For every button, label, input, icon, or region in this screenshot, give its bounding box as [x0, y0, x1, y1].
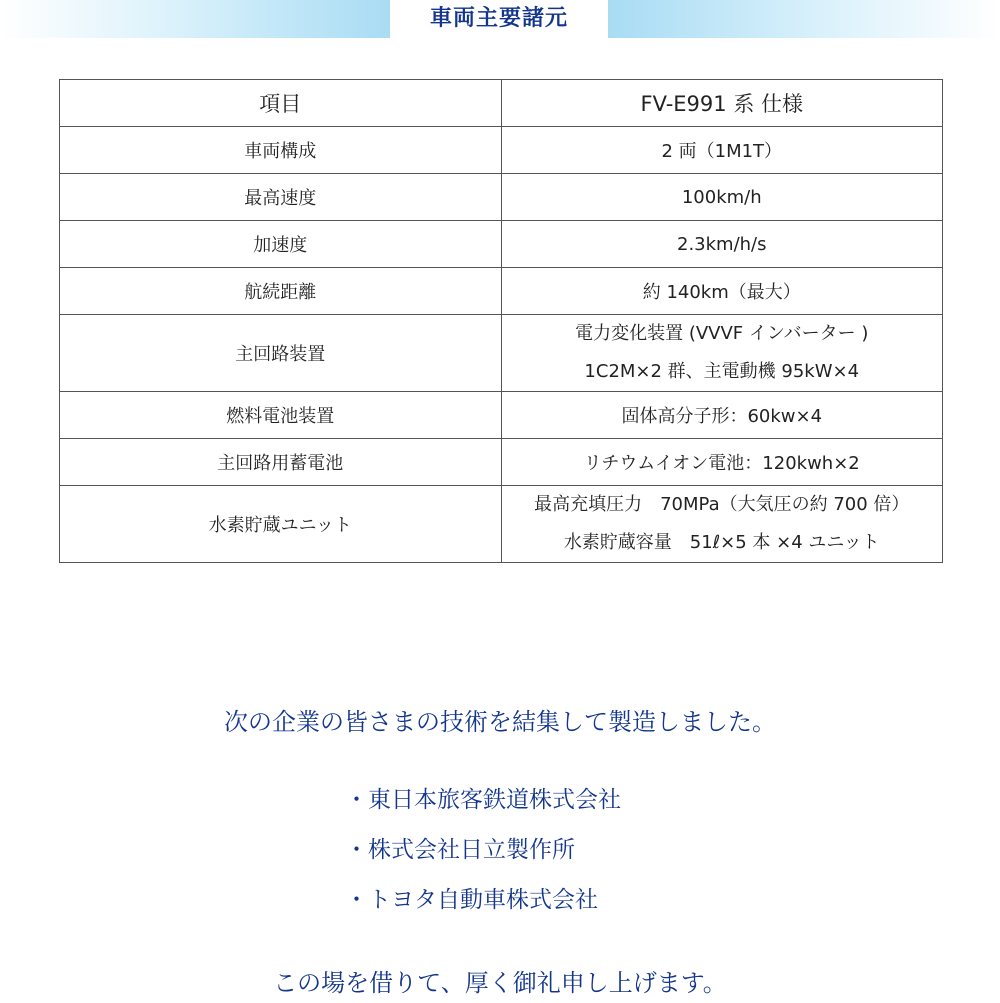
row-value	[501, 315, 943, 392]
row-value: リチウムイオン電池：120kwh×2	[501, 439, 943, 486]
table-row	[60, 268, 943, 315]
row-label: 車両構成	[60, 127, 502, 174]
table-row	[60, 127, 943, 174]
row-value-line: 電力変化装置 (VVVF インバーター )	[575, 323, 869, 344]
table-header-row	[60, 80, 943, 127]
table-row	[60, 221, 943, 268]
row-value: 約 140km（最大）	[501, 268, 943, 315]
table-row	[60, 392, 943, 439]
row-value	[501, 486, 943, 563]
column-header-spec: FV-E991 系 仕様	[501, 80, 943, 127]
list-item: ・東日本旅客鉄道株式会社	[345, 787, 621, 813]
row-label: 航続距離	[60, 268, 502, 315]
row-value: 固体高分子形：60kw×4	[501, 392, 943, 439]
row-value: 2.3km/h/s	[501, 221, 943, 268]
table-row	[60, 174, 943, 221]
row-label: 燃料電池装置	[60, 392, 502, 439]
company-list	[345, 784, 621, 934]
row-label: 最高速度	[60, 174, 502, 221]
row-value: 2 両（1M1T）	[501, 127, 943, 174]
thanks-closing: この場を借りて、厚く御礼申し上げます。	[273, 969, 727, 997]
thanks-intro: 次の企業の皆さまの技術を結集して製造しました。	[224, 708, 776, 736]
row-label: 主回路用蓄電池	[60, 439, 502, 486]
row-value-line: 最高充填圧力 70MPa（大気圧の約 700 倍）	[534, 494, 910, 515]
list-item: ・株式会社日立製作所	[345, 837, 575, 863]
row-value-line: 1C2M×2 群、主電動機 95kW×4	[584, 361, 860, 382]
row-label: 水素貯蔵ユニット	[60, 486, 502, 563]
table-row	[60, 315, 943, 392]
row-value-line: 水素貯蔵容量 51ℓ×5 本 ×4 ユニット	[563, 532, 880, 553]
list-item: ・トヨタ自動車株式会社	[345, 887, 598, 913]
spec-table	[59, 79, 943, 563]
row-label: 主回路装置	[60, 315, 502, 392]
table-row	[60, 439, 943, 486]
column-header-item: 項目	[60, 80, 502, 127]
page-title: 車両主要諸元	[390, 0, 608, 38]
row-value: 100km/h	[501, 174, 943, 221]
table-row	[60, 486, 943, 563]
row-label: 加速度	[60, 221, 502, 268]
header-banner	[0, 0, 1000, 38]
